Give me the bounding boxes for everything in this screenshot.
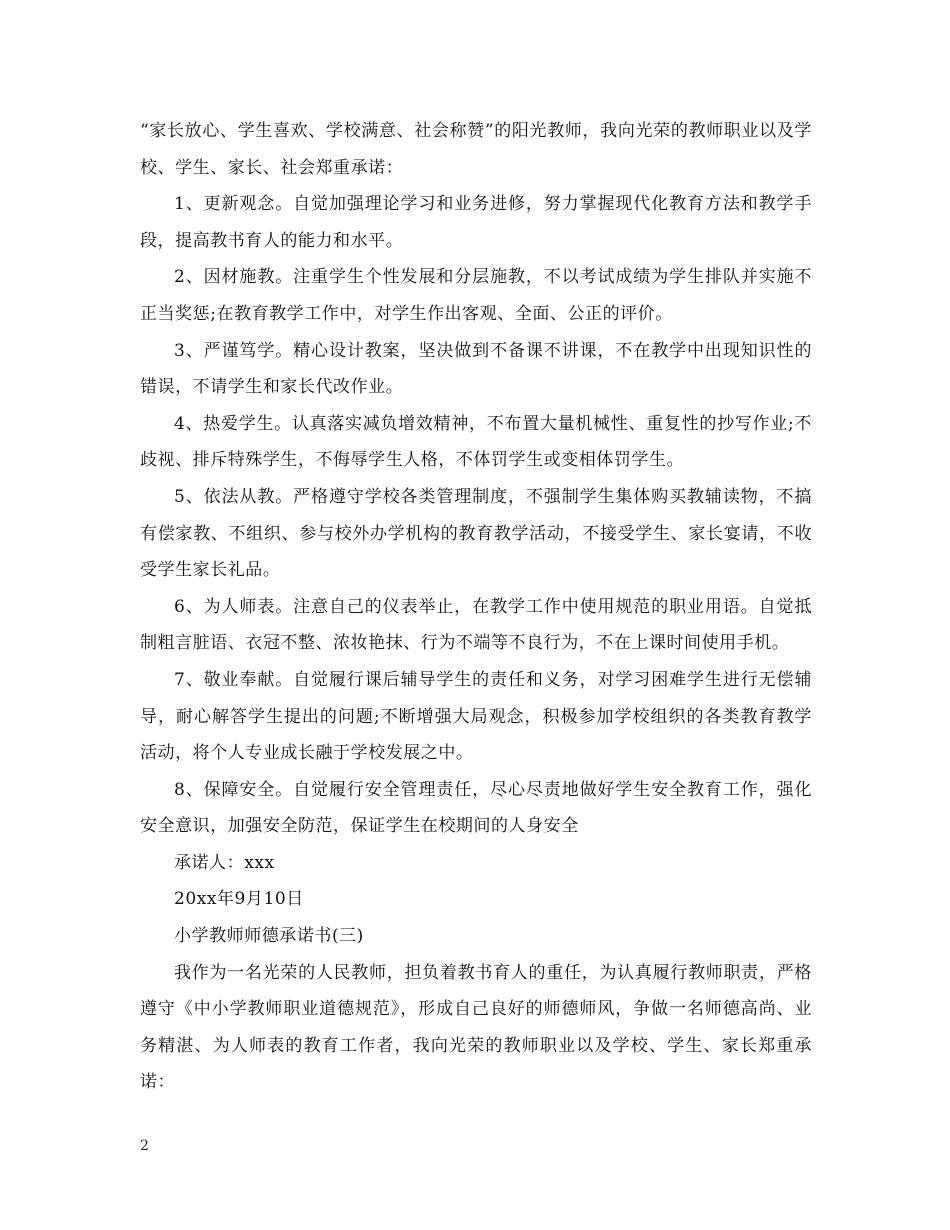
pledge-item-1: 1、更新观念。自觉加强理论学习和业务进修，努力掌握现代化教育方法和教学手段，提高教书育人的能力和水平。 xyxy=(140,194,812,251)
pledge-item-3: 3、严谨笃学。精心设计教案，坚决做到不备课不讲课，不在教学中出现知识性的错误，不请学生和家长代改作业。 xyxy=(140,340,812,398)
pledge-item-6: 6、为人师表。注意自己的仪表举止，在教学工作中使用规范的职业用语。自觉抵制粗言脏语、衣冠不整、浓妆艳抹、行为不端等不良行为，不在上课时间使用手机。 xyxy=(140,596,812,654)
pledge-item-8: 8、保障安全。自觉履行安全管理责任，尽心尽责地做好学生安全教育工作，强化安全意识，加强安全防范，保证学生在校期间的人身安全 xyxy=(140,779,812,837)
pledge-item-4: 4、热爱学生。认真落实减负增效精神，不布置大量机械性、重复性的抄写作业;不歧视、排斥特殊学生，不侮辱学生人格，不体罚学生或变相体罚学生。 xyxy=(140,413,812,471)
date-line: 20xx年9月10日 xyxy=(174,889,304,910)
intro-continuation-paragraph: “家长放心、学生喜欢、学校满意、社会称赞”的阳光教师，我向光荣的教师职业以及学校、学生、家长、社会郑重承诺： xyxy=(140,121,812,178)
document-body xyxy=(140,113,812,1101)
section-intro-paragraph: 我作为一名光荣的人民教师，担负着教书育人的重任，为认真履行教师职责，严格遵守《中小学教师职业道德规范》，形成自己良好的师德师风，争做一名师德高尚、业务精湛、为人师表的教育工作者，我向光荣的教师职业以及学校、学生、家长郑重承诺： xyxy=(140,962,812,1093)
pledge-item-5: 5、依法从教。严格遵守学校各类管理制度，不强制学生集体购买教辅读物，不搞有偿家教、不组织、参与校外办学机构的教育教学活动，不接受学生、家长宴请，不收受学生家长礼品。 xyxy=(140,486,812,581)
section-heading: 小学教师师德承诺书(三) xyxy=(174,926,364,947)
signatory-line: 承诺人：xxx xyxy=(174,852,275,873)
pledge-item-7: 7、敬业奉献。自觉履行课后辅导学生的责任和义务，对学习困难学生进行无偿辅导，耐心解答学生提出的问题;不断增强大局观念，积极参加学校组织的各类教育教学活动，将个人专业成长融于学校发展之中。 xyxy=(140,669,812,764)
page-number: 2 xyxy=(140,1138,149,1154)
pledge-item-2: 2、因材施教。注重学生个性发展和分层施教，不以考试成绩为学生排队并实施不正当奖惩;在教育教学工作中，对学生作出客观、全面、公正的评价。 xyxy=(140,267,812,324)
